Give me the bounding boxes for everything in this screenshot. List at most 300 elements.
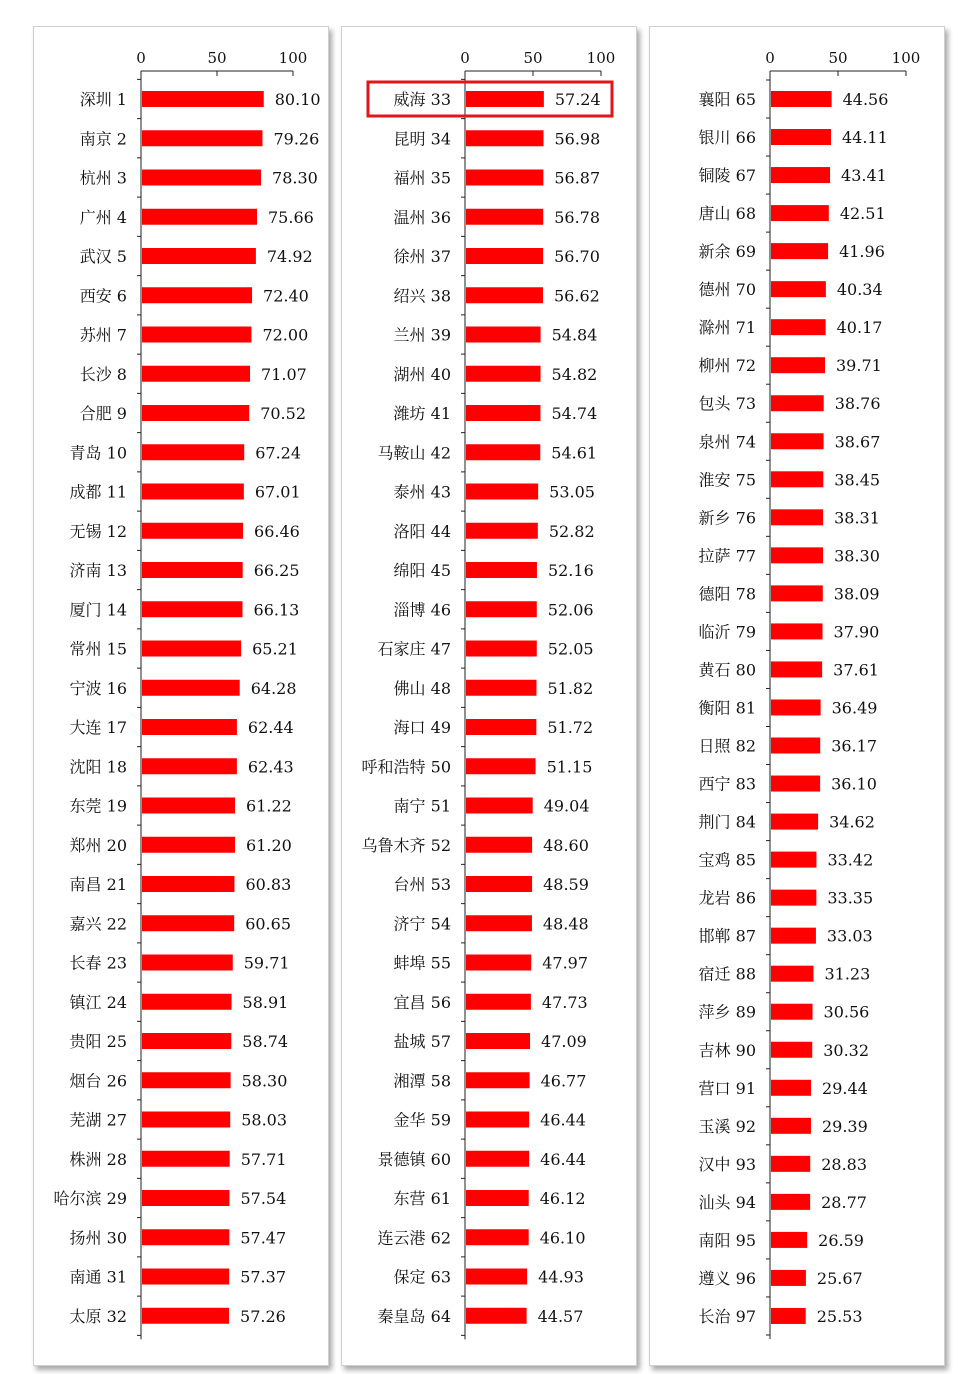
bar <box>771 547 823 563</box>
value-label: 57.54 <box>240 1189 287 1208</box>
category-label: 哈尔滨 29 <box>53 1189 127 1208</box>
category-label: 兰州 39 <box>393 325 451 345</box>
bar <box>466 994 531 1010</box>
bar <box>771 1194 810 1210</box>
bar <box>466 1033 530 1049</box>
bar <box>466 1151 529 1167</box>
bar <box>142 562 243 578</box>
bar <box>142 170 261 186</box>
bar-chart-2 <box>342 27 636 1365</box>
category-label: 汕头 94 <box>698 1192 756 1212</box>
bar <box>466 876 532 892</box>
bar <box>771 1156 810 1172</box>
value-label: 33.03 <box>826 926 873 946</box>
category-label: 宁波 16 <box>69 678 127 698</box>
category-label: 新乡 76 <box>698 508 756 528</box>
bar <box>466 1229 529 1245</box>
bar <box>142 1308 229 1324</box>
category-label: 衡阳 81 <box>698 698 756 718</box>
bar <box>771 91 832 107</box>
bar <box>142 1033 231 1049</box>
category-label: 西宁 83 <box>698 774 756 794</box>
bar <box>142 798 235 814</box>
category-label: 金华 59 <box>393 1110 451 1130</box>
value-label: 48.59 <box>543 875 589 894</box>
bar <box>771 852 816 868</box>
bar <box>771 928 816 944</box>
bar <box>771 129 831 145</box>
value-label: 42.51 <box>839 204 886 224</box>
value-label: 74.92 <box>266 247 313 266</box>
bar <box>771 1270 806 1286</box>
category-label: 广州 4 <box>79 207 127 227</box>
value-label: 38.76 <box>834 394 881 414</box>
category-label: 蚌埠 55 <box>393 953 451 973</box>
value-label: 38.09 <box>833 584 880 604</box>
category-label: 洛阳 44 <box>393 521 451 541</box>
category-label: 秦皇岛 64 <box>377 1306 451 1326</box>
bar <box>771 776 820 792</box>
value-label: 58.91 <box>242 992 289 1012</box>
value-label: 80.10 <box>274 90 321 109</box>
x-tick-label: 0 <box>460 49 470 67</box>
x-tick-label: 0 <box>136 49 146 67</box>
value-label: 36.49 <box>831 698 878 718</box>
category-label: 青岛 10 <box>69 443 127 463</box>
value-label: 47.97 <box>542 953 589 973</box>
category-label: 扬州 30 <box>69 1228 127 1248</box>
value-label: 79.26 <box>273 129 320 149</box>
category-label: 滁州 71 <box>698 318 756 338</box>
bar <box>142 1072 231 1088</box>
bar <box>771 471 823 487</box>
bar <box>142 1190 229 1206</box>
category-label: 东莞 19 <box>69 796 127 816</box>
value-label: 41.96 <box>839 242 885 262</box>
bar <box>466 680 536 696</box>
bar <box>771 1118 811 1134</box>
value-label: 58.03 <box>241 1110 288 1130</box>
value-label: 48.60 <box>543 835 589 855</box>
bar <box>771 167 830 183</box>
value-label: 72.40 <box>263 286 309 306</box>
category-label: 贵阳 25 <box>69 1032 127 1051</box>
category-label: 吉林 90 <box>698 1040 756 1060</box>
bar <box>466 837 532 853</box>
value-label: 56.87 <box>554 168 601 188</box>
category-label: 德州 70 <box>698 280 756 300</box>
category-label: 株洲 28 <box>69 1149 127 1169</box>
bar <box>142 837 235 853</box>
bar <box>142 994 232 1010</box>
x-tick-label: 100 <box>891 49 921 67</box>
bar <box>771 281 826 297</box>
category-label: 铜陵 67 <box>698 166 756 186</box>
category-label: 威海 33 <box>393 90 451 109</box>
value-label: 47.73 <box>541 992 588 1012</box>
category-label: 芜湖 27 <box>69 1110 127 1130</box>
value-label: 43.41 <box>841 166 887 186</box>
value-label: 57.71 <box>240 1149 287 1169</box>
bar <box>142 915 234 931</box>
value-label: 38.31 <box>834 508 880 528</box>
category-label: 镇江 24 <box>69 992 127 1012</box>
bar <box>142 601 243 617</box>
bar <box>142 955 233 971</box>
category-label: 黄石 80 <box>698 660 756 680</box>
category-label: 荆门 84 <box>698 812 756 832</box>
bar <box>771 814 818 830</box>
value-label: 46.12 <box>539 1189 586 1208</box>
category-label: 马鞍山 42 <box>377 443 451 463</box>
bar <box>771 966 813 982</box>
bar <box>466 1072 530 1088</box>
value-label: 30.56 <box>823 1002 870 1022</box>
category-label: 包头 73 <box>698 394 756 414</box>
value-label: 46.44 <box>540 1149 586 1169</box>
category-label: 泉州 74 <box>698 432 756 452</box>
category-label: 南宁 51 <box>393 796 451 816</box>
bar <box>466 248 543 264</box>
value-label: 66.25 <box>253 561 300 580</box>
category-label: 温州 36 <box>393 207 451 227</box>
category-label: 太原 32 <box>69 1306 127 1326</box>
value-label: 26.59 <box>818 1230 864 1250</box>
value-label: 54.82 <box>551 364 598 384</box>
value-label: 31.23 <box>824 964 871 984</box>
value-label: 44.11 <box>841 128 888 148</box>
value-label: 58.74 <box>242 1032 289 1051</box>
category-label: 淮安 75 <box>698 470 756 490</box>
category-label: 呼和浩特 50 <box>361 757 451 777</box>
bar <box>142 209 257 225</box>
bar <box>142 523 243 539</box>
value-label: 56.70 <box>554 247 600 266</box>
category-label: 龙岩 86 <box>698 888 756 908</box>
bar <box>466 758 536 774</box>
bar <box>142 444 244 460</box>
bar <box>466 915 532 931</box>
value-label: 70.52 <box>260 404 307 423</box>
category-label: 营口 91 <box>698 1078 756 1098</box>
category-label: 湘潭 58 <box>393 1071 451 1091</box>
bar <box>771 433 824 449</box>
bar <box>771 1232 807 1248</box>
value-label: 38.30 <box>834 546 880 566</box>
category-label: 西安 6 <box>79 286 127 306</box>
value-label: 38.45 <box>834 470 881 490</box>
value-label: 52.82 <box>548 521 595 541</box>
value-label: 53.05 <box>549 482 595 502</box>
bar <box>142 680 240 696</box>
bar <box>466 798 533 814</box>
bar <box>142 366 250 382</box>
value-label: 44.93 <box>538 1267 584 1287</box>
value-label: 30.32 <box>823 1040 870 1060</box>
bar-chart-1 <box>34 27 328 1365</box>
bar <box>771 585 823 601</box>
bar <box>771 205 829 221</box>
value-label: 40.34 <box>836 280 883 300</box>
bar <box>771 1004 813 1020</box>
category-label: 昆明 34 <box>393 129 451 149</box>
x-tick-label: 0 <box>765 49 775 67</box>
bar <box>466 1112 529 1128</box>
bar <box>771 661 822 677</box>
category-label: 保定 63 <box>393 1267 451 1287</box>
category-label: 郑州 20 <box>69 835 127 855</box>
category-label: 湖州 40 <box>393 364 451 384</box>
bar <box>466 444 540 460</box>
x-tick-label: 100 <box>278 49 308 67</box>
chart-panel-2 <box>341 26 637 1366</box>
bar <box>466 484 538 500</box>
value-label: 40.17 <box>836 318 883 338</box>
category-label: 德阳 78 <box>698 584 756 604</box>
value-label: 28.77 <box>821 1192 867 1212</box>
x-tick-label: 50 <box>207 49 227 67</box>
value-label: 29.44 <box>822 1078 868 1098</box>
category-label: 常州 15 <box>69 639 127 659</box>
bar <box>466 327 541 343</box>
value-label: 34.62 <box>829 812 875 832</box>
value-label: 61.20 <box>246 835 292 855</box>
bar <box>771 1042 812 1058</box>
category-label: 长治 97 <box>698 1306 756 1326</box>
value-label: 52.16 <box>547 561 594 580</box>
category-label: 杭州 3 <box>79 168 127 188</box>
bar <box>142 1112 230 1128</box>
bar <box>771 243 828 259</box>
category-label: 南昌 21 <box>69 875 127 894</box>
value-label: 56.62 <box>554 286 600 306</box>
value-label: 44.56 <box>842 90 889 109</box>
bar <box>771 395 824 411</box>
value-label: 71.07 <box>261 364 307 384</box>
value-label: 57.37 <box>240 1267 287 1287</box>
category-label: 新余 69 <box>698 242 756 262</box>
value-label: 54.84 <box>551 325 598 345</box>
value-label: 57.24 <box>554 90 601 109</box>
bar <box>142 405 249 421</box>
category-label: 宿迁 88 <box>698 964 756 984</box>
value-label: 37.90 <box>833 622 880 642</box>
category-label: 沈阳 18 <box>69 757 127 777</box>
bar <box>142 1229 229 1245</box>
value-label: 36.10 <box>831 774 877 794</box>
category-label: 遵义 96 <box>698 1268 756 1288</box>
category-label: 玉溪 92 <box>698 1116 756 1136</box>
category-label: 泰州 43 <box>393 482 451 502</box>
category-label: 济宁 54 <box>393 914 451 934</box>
value-label: 58.30 <box>241 1071 288 1091</box>
category-label: 潍坊 41 <box>393 404 451 423</box>
bar <box>771 319 826 335</box>
category-label: 烟台 26 <box>69 1071 127 1091</box>
bar <box>466 130 543 146</box>
category-label: 银川 66 <box>698 128 756 148</box>
value-label: 47.09 <box>541 1032 587 1051</box>
category-label: 长沙 8 <box>79 364 127 384</box>
category-label: 萍乡 89 <box>698 1002 756 1022</box>
bar <box>142 327 251 343</box>
value-label: 33.35 <box>827 888 874 908</box>
bar <box>771 699 821 715</box>
category-label: 南阳 95 <box>698 1230 756 1250</box>
category-label: 乌鲁木齐 52 <box>361 835 451 855</box>
bar <box>466 719 536 735</box>
value-label: 36.17 <box>831 736 878 756</box>
bar <box>466 955 531 971</box>
category-label: 绵阳 45 <box>393 561 451 580</box>
category-label: 柳州 72 <box>698 356 756 376</box>
category-label: 日照 82 <box>698 736 756 756</box>
value-label: 25.53 <box>816 1306 863 1326</box>
value-label: 78.30 <box>272 168 318 188</box>
chart-panel-1 <box>33 26 329 1366</box>
bar <box>466 1190 529 1206</box>
category-label: 拉萨 77 <box>698 546 756 566</box>
value-label: 51.72 <box>547 718 594 737</box>
bar <box>142 758 237 774</box>
bar <box>466 366 541 382</box>
value-label: 49.04 <box>543 796 590 816</box>
x-tick-label: 100 <box>586 49 616 67</box>
category-label: 景德镇 60 <box>377 1149 451 1169</box>
value-label: 66.46 <box>254 521 300 541</box>
category-label: 武汉 5 <box>79 247 127 266</box>
value-label: 51.15 <box>546 757 593 777</box>
value-label: 51.82 <box>547 678 594 698</box>
value-label: 64.28 <box>250 678 297 698</box>
bar-chart-3 <box>650 27 944 1365</box>
category-label: 海口 49 <box>393 718 451 737</box>
bar <box>142 130 262 146</box>
category-label: 大连 17 <box>69 718 127 737</box>
value-label: 28.83 <box>821 1154 868 1174</box>
bar <box>466 523 538 539</box>
category-label: 济南 13 <box>69 561 127 580</box>
category-label: 厦门 14 <box>69 600 127 620</box>
bar <box>142 1269 229 1285</box>
value-label: 57.26 <box>240 1306 286 1326</box>
value-label: 54.74 <box>551 404 598 423</box>
bar <box>142 91 264 107</box>
category-label: 合肥 9 <box>79 404 127 423</box>
value-label: 62.43 <box>247 757 294 777</box>
value-label: 56.98 <box>554 129 601 149</box>
x-tick-label: 50 <box>828 49 848 67</box>
value-label: 61.22 <box>246 796 292 816</box>
category-label: 绍兴 38 <box>393 286 451 306</box>
bar <box>771 623 823 639</box>
bar <box>771 738 820 754</box>
bar <box>771 357 825 373</box>
value-label: 65.21 <box>252 639 298 659</box>
category-label: 淄博 46 <box>393 600 451 620</box>
value-label: 48.48 <box>542 914 589 934</box>
category-label: 邯郸 87 <box>698 926 756 946</box>
value-label: 39.71 <box>836 356 882 376</box>
value-label: 38.67 <box>834 432 881 452</box>
bar <box>466 170 543 186</box>
bar <box>142 876 234 892</box>
category-label: 临沂 79 <box>698 622 756 642</box>
category-label: 佛山 48 <box>393 678 451 698</box>
value-label: 33.42 <box>827 850 874 870</box>
value-label: 25.67 <box>816 1268 863 1288</box>
value-label: 75.66 <box>268 207 314 227</box>
category-label: 苏州 7 <box>79 325 127 345</box>
category-label: 福州 35 <box>393 168 451 188</box>
bar <box>466 209 543 225</box>
bar <box>142 719 237 735</box>
value-label: 54.61 <box>551 443 598 463</box>
category-label: 嘉兴 22 <box>69 914 127 934</box>
value-label: 52.06 <box>547 600 594 620</box>
category-label: 徐州 37 <box>393 247 451 266</box>
bar <box>142 484 244 500</box>
bar <box>466 562 537 578</box>
category-label: 无锡 12 <box>69 521 127 541</box>
category-label: 长春 23 <box>69 953 127 973</box>
value-label: 60.83 <box>245 875 292 894</box>
value-label: 60.65 <box>245 914 292 934</box>
value-label: 44.57 <box>537 1306 584 1326</box>
category-label: 台州 53 <box>393 875 451 894</box>
bar <box>142 287 252 303</box>
category-label: 盐城 57 <box>393 1032 451 1051</box>
category-label: 深圳 1 <box>79 90 127 109</box>
value-label: 59.71 <box>243 953 290 973</box>
value-label: 66.13 <box>253 600 300 620</box>
category-label: 南京 2 <box>79 129 127 149</box>
bar <box>466 287 543 303</box>
category-label: 汉中 93 <box>698 1154 756 1174</box>
bar <box>466 405 540 421</box>
value-label: 62.44 <box>247 718 294 737</box>
category-label: 成都 11 <box>69 482 127 502</box>
bar <box>466 601 537 617</box>
value-label: 67.01 <box>254 482 301 502</box>
bar <box>466 91 544 107</box>
value-label: 57.47 <box>240 1228 287 1248</box>
bar <box>771 1080 811 1096</box>
value-label: 46.77 <box>540 1071 587 1091</box>
value-label: 37.61 <box>833 660 879 680</box>
chart-panel-3 <box>649 26 945 1366</box>
x-tick-label: 50 <box>523 49 543 67</box>
bar <box>466 641 537 657</box>
bar <box>466 1308 527 1324</box>
value-label: 67.24 <box>255 443 302 463</box>
value-label: 29.39 <box>821 1116 868 1136</box>
value-label: 52.05 <box>547 639 594 659</box>
bar <box>142 1151 230 1167</box>
category-label: 宝鸡 85 <box>698 850 756 870</box>
value-label: 72.00 <box>262 325 309 345</box>
category-label: 唐山 68 <box>698 204 756 224</box>
bar <box>771 890 816 906</box>
category-label: 连云港 62 <box>377 1228 451 1248</box>
category-label: 石家庄 47 <box>377 639 451 659</box>
category-label: 宜昌 56 <box>393 992 451 1012</box>
bar <box>142 641 241 657</box>
bar <box>771 509 823 525</box>
bar <box>466 1269 527 1285</box>
category-label: 襄阳 65 <box>698 90 756 109</box>
bar <box>771 1308 806 1324</box>
